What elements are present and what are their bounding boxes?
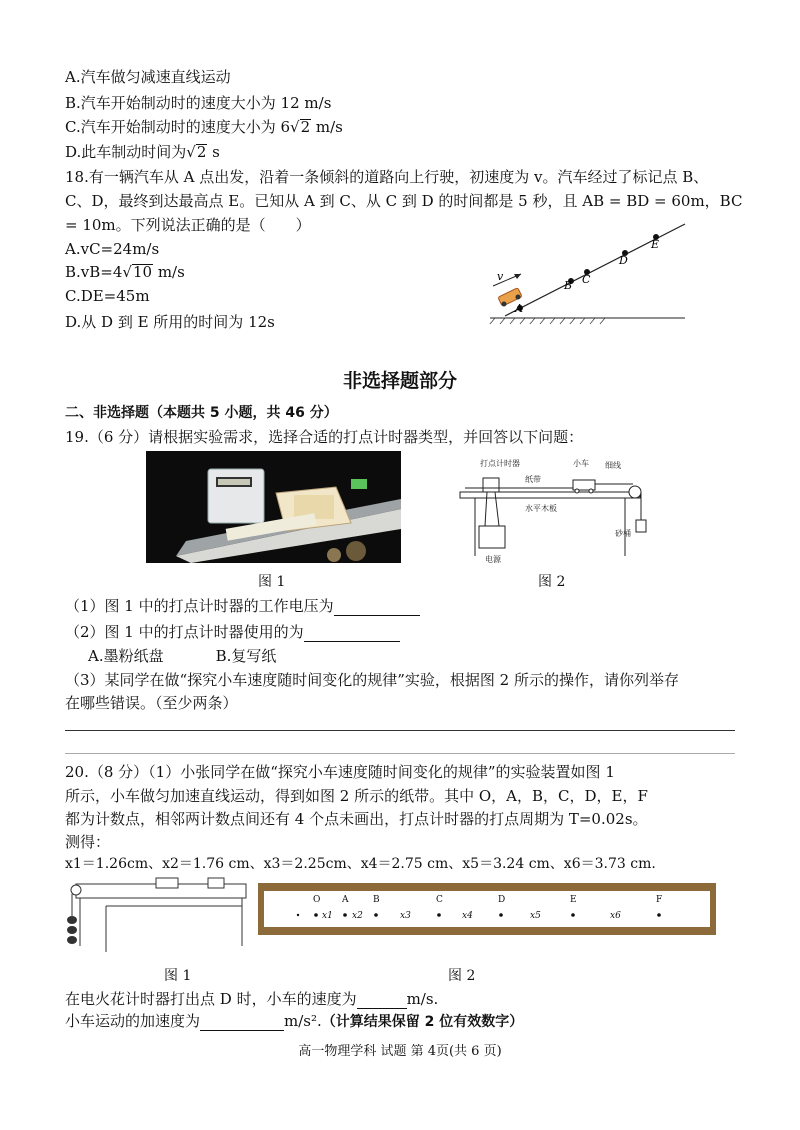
q17-option-c-text: C.汽车开始制动时的速度大小为 6 [65,118,291,136]
tape-point-label: F [656,895,663,905]
q19-part-2 [65,621,400,642]
q19-option-b: B.复写纸 [215,647,277,665]
sqrt-sign: √ [290,118,300,136]
timer-block [483,478,499,492]
q20-question-a-note: （计算结果保留 2 位有效数字） [321,1014,524,1030]
q17-option-a: A.汽车做匀减速直线运动 [65,68,231,86]
sqrt-sign: √ [186,143,196,161]
sqrt-sign: √ [122,263,132,281]
q17-option-d-unit: s [207,143,220,161]
label-b: B [564,279,573,292]
segment-label: x5 [530,911,541,921]
q19-fig2-caption: 图 2 [538,574,566,590]
q20-question-d [65,988,438,1009]
q18-option-d: D.从 D 到 E 所用的时间为 12s [65,313,275,331]
q18-line-1: 18.有一辆汽车从 A 点出发，沿着一条倾斜的道路向上行驶，初速度为 v。汽车经过了标记点 B、 [65,168,709,186]
q17-option-d-text: D.此车制动时间为 [65,143,187,161]
q19-part-1 [65,595,420,616]
label-v: v [497,270,504,283]
page-footer: 高一物理学科 试题 第 4页(共 6 页) [298,1044,502,1059]
label-sand-bucket: 砂桶 [615,529,631,538]
pulley [629,486,641,498]
label-d: D [619,254,628,267]
segment-label: x4 [462,911,473,921]
q17-option-c-radicand: 2 [300,118,311,136]
tape-dot [374,913,378,917]
q19-option-a: A.墨粉纸盘 [88,647,164,665]
paper-tape-figure [258,883,716,935]
tape-point-label: O [313,895,321,905]
label-power: 电源 [485,555,501,564]
q20-question-d-text: 在电火花计时器打出点 D 时，小车的速度为 [65,990,357,1008]
q18-line-2: C、D，最终到达最高点 E。已知从 A 到 C、从 C 到 D 的时间都是 5 秒，且 AB = BD = 60m，BC [65,192,743,210]
answer-line[interactable] [65,730,735,731]
q18-option-a: A.vC=24m/s [65,240,160,258]
q19-fig1-caption: 图 1 [258,574,286,590]
ground-hatching [490,318,605,324]
q18-option-b-unit: m/s [153,263,185,281]
weight [67,916,77,924]
label-tape: 纸带 [525,475,541,484]
section-title: 非选择题部分 [342,370,457,392]
q18-option-b-text: B.vB=4 [65,263,123,281]
pulley [71,885,81,895]
q17-option-c [65,116,343,137]
q17-option-d-radicand: 2 [196,143,207,161]
incline-diagram [485,222,695,332]
q19-part-3-line-2: 在哪些错误。（至少两条） [65,694,238,712]
tape-dot [343,913,347,917]
q20-line-3: 都为计数点，相邻两计数点间还有 4 个点未画出，打点计时器的打点周期为 T=0.02s。 [65,810,648,828]
timer-block [208,878,224,888]
q17-option-c-unit: m/s [311,118,343,136]
q20-fig1-caption: 图 1 [164,968,192,984]
q20-question-a [65,1010,523,1031]
tape-point-label: B [373,895,380,905]
label-timer: 打点计时器 [480,459,520,468]
label-c: C [582,273,591,286]
answer-blank[interactable] [357,990,407,1009]
weight [67,926,77,934]
cart-block [573,480,595,490]
tape-dot [499,913,503,917]
label-e: E [651,238,660,251]
q20-line-2: 所示，小车做匀加速直线运动，得到如图 2 所示的纸带。其中 O，A，B，C，D，E，F [65,787,648,805]
q17-option-d [65,141,220,162]
weight [67,936,77,944]
tape-dot [314,913,318,917]
q18-option-c: C.DE=45m [65,287,150,305]
q17-option-b: B.汽车开始制动时的速度大小为 12 m/s [65,94,332,112]
tape-point-label: C [436,895,443,905]
q19-part-2-text: （2）图 1 中的打点计时器使用的为 [65,623,304,641]
apparatus-schematic [455,456,660,568]
timer-photo [146,451,401,563]
label-cart: 小车 [573,459,589,468]
tape-point-label: E [570,895,577,905]
q19-part-3-line-1: （3）某同学在做“探究小车速度随时间变化的规律”实验，根据图 2 所示的操作，请你列举存 [65,671,679,689]
label-string: 细线 [605,461,621,470]
power-supply [479,526,505,548]
paper-tape [264,891,710,927]
answer-blank[interactable] [334,597,420,616]
tape-dot [657,913,661,917]
q20-question-d-unit: m/s. [406,990,439,1008]
q19-part-1-text: （1）图 1 中的打点计时器的工作电压为 [65,597,334,615]
tape-dot [437,913,441,917]
cart-block [156,878,178,888]
tape-dot [571,913,575,917]
q19-options [88,645,276,666]
q20-line-4: 测得： [65,833,111,851]
sand-bucket [636,520,646,532]
segment-label: x6 [610,911,621,921]
label-a: A [515,302,523,315]
answer-blank[interactable] [200,1012,284,1031]
label-board: 水平木板 [525,504,557,513]
track-apparatus [66,876,252,962]
q18-line-3: = 10m。下列说法正确的是（ ） [65,216,311,234]
tape-point-label: A [342,895,349,905]
q18-option-b-radicand: 10 [132,263,153,281]
q19-intro: 19.（6 分）请根据实验需求，选择合适的打点计时器类型，并回答以下问题： [65,428,584,446]
tape-point-label: D [498,895,506,905]
q20-fig2-caption: 图 2 [448,968,476,984]
answer-line[interactable] [65,753,735,754]
q20-question-a-text: 小车运动的加速度为 [65,1012,201,1030]
q20-question-a-unit: m/s². [284,1012,322,1030]
tape-dot [297,914,299,916]
segment-label: x3 [400,911,411,921]
segment-label: x1 [322,911,333,921]
segment-label: x2 [352,911,363,921]
q18-option-b [65,263,185,281]
section-subtitle: 二、非选择题（本题共 5 小题，共 46 分） [65,405,338,421]
answer-blank[interactable] [304,623,400,642]
q20-line-1: 20.（8 分）（1）小张同学在做“探究小车速度随时间变化的规律”的实验装置如图 1 [65,763,615,781]
q20-measurements: x1＝1.26cm、x2＝1.76 cm、x3＝2.25cm、x4＝2.75 cm、x5＝3.24 cm、x6＝3.73 cm. [65,856,656,872]
